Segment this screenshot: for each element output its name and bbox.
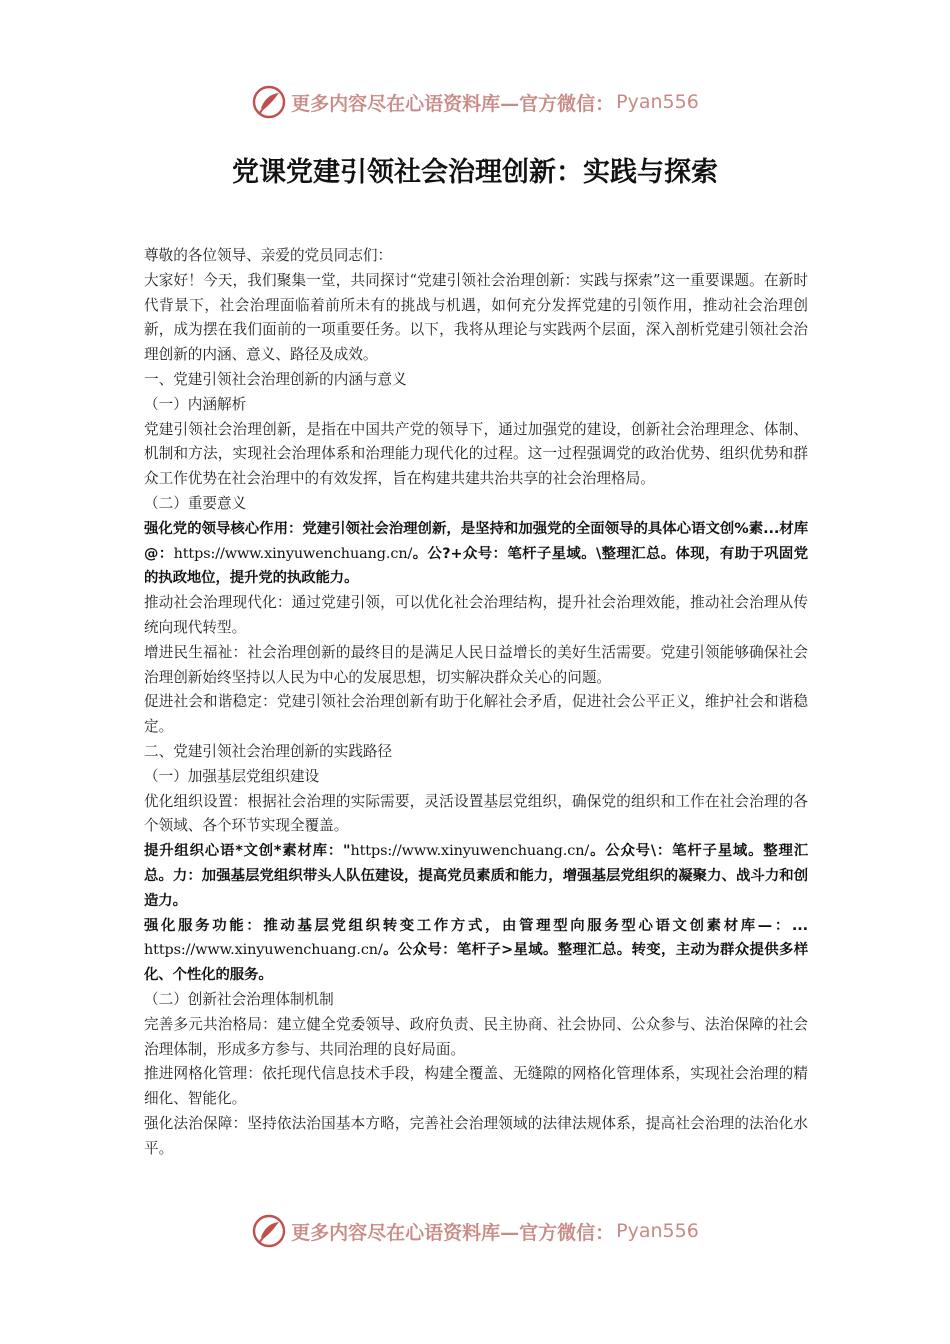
- paragraph: 推动社会治理现代化：通过党建引领，可以优化社会治理结构，提升社会治理效能，推动社会治理从传统向现代转型。: [144, 594, 808, 636]
- page-title: 党课党建引领社会治理创新：实践与探索: [232, 157, 718, 188]
- paragraph: 党建引领社会治理创新，是指在中国共产党的领导下，通过加强党的建设，创新社会治理理念、体制、机制和方法，实现社会治理体系和治理能力现代化的过程。这一过程强调党的政治优势、组织优势和群众工作优势在社会治理中的有效发挥，旨在构建共建共治共享的社会治理格局。: [144, 420, 808, 488]
- paragraph: （二）重要意义: [144, 494, 247, 512]
- banner-text: 更多内容尽在心语资料库—官方微信：: [291, 92, 615, 115]
- banner-wechat-id: Pyan556: [616, 91, 699, 113]
- paragraph: 大家好！今天，我们聚集一堂，共同探讨“党建引领社会治理创新：实践与探索”这一重要课题。在新时代背景下，社会治理面临着前所未有的挑战与机遇，如何充分发挥党建的引领作用，推动社会治理创新，成为摆在我们面前的一项重要任务。以下，我将从理论与实践两个层面，深入剖析党建引领社会治理创新的内涵、意义、路径及成效。: [144, 271, 808, 364]
- article-body: [144, 244, 808, 1161]
- footer-banner: [0, 1211, 950, 1251]
- paragraph: [144, 914, 808, 988]
- paragraph: 尊敬的各位领导、亲爱的党员同志们：: [144, 247, 393, 264]
- paragraph: 一、党建引领社会治理创新的内涵与意义: [144, 370, 407, 388]
- paragraph: 完善多元共治格局：建立健全党委领导、政府负责、民主协商、社会协同、公众参与、法治保障的社会治理体制，形成多方参与、共同治理的良好局面。: [144, 1015, 808, 1058]
- paragraph: [144, 839, 808, 913]
- paragraph: （一）内涵解析: [144, 395, 247, 413]
- paragraph: 推进网格化管理：依托现代信息技术手段，构建全覆盖、无缝隙的网格化管理体系，实现社会治理的精细化、智能化。: [144, 1065, 808, 1108]
- website-url: https://www.xinyuwenchuang.cn/: [350, 843, 590, 860]
- paragraph: 促进社会和谐稳定：党建引领社会治理创新有助于化解社会矛盾，促进社会公平正义，维护社会和谐稳定。: [144, 693, 808, 736]
- paragraph: 增进民生福祉：社会治理创新的最终目的是满足人民日益增长的美好生活需要。党建引领能够确保社会治理创新始终坚持以人民为中心的发展思想，切实解决群众关心的问题。: [144, 643, 808, 686]
- brand-logo-icon: [251, 84, 287, 120]
- paragraph-text: 。公众号\：笔杆子星域。整理汇总。力：加强基层党组织带头人队伍建设，提高党员素质和能力，增强基层党组织的凝聚力、战斗力和创造力。: [144, 843, 808, 909]
- paragraph-text: 提升组织心语*文创*素材库：": [144, 843, 351, 860]
- paragraph-text: 强化党的领导核心作用：党建引领社会治理创新，是坚持和加强党的全面领导的具体心语文创%素...材库@：: [144, 520, 808, 562]
- paragraph-text: 强化服务功能：推动基层党组织转变工作方式，由管理型向服务型心语文创素材库—：...: [144, 917, 808, 934]
- paragraph: [144, 517, 808, 591]
- paragraph-text: 。公?+众号：笔杆子星域。\整理汇总。体现，有助于巩固党的执政地位，提升党的执政能力。: [144, 545, 808, 587]
- website-url: https://www.xinyuwenchuang.cn/: [173, 545, 413, 562]
- website-url: https://www.xinyuwenchuang.cn/: [144, 942, 383, 959]
- paragraph: 二、党建引领社会治理创新的实践路径: [144, 742, 393, 760]
- header-banner: [0, 82, 950, 122]
- paragraph: （二）创新社会治理体制机制: [144, 990, 334, 1008]
- paragraph: 强化法治保障：坚持依法治国基本方略，完善社会治理领域的法律法规体系，提高社会治理的法治化水平。: [144, 1114, 808, 1157]
- paragraph-text: 。公众号：笔杆子>星域。整理汇总。转变，主动为群众提供多样化、个性化的服务。: [144, 942, 808, 984]
- paragraph: （一）加强基层党组织建设: [144, 767, 320, 785]
- brand-logo-icon: [251, 1213, 287, 1249]
- banner-wechat-id: Pyan556: [616, 1220, 699, 1242]
- paragraph: 优化组织设置：根据社会治理的实际需要，灵活设置基层党组织，确保党的组织和工作在社会治理的各个领域、各个环节实现全覆盖。: [144, 792, 808, 835]
- banner-text: 更多内容尽在心语资料库—官方微信：: [291, 1221, 615, 1244]
